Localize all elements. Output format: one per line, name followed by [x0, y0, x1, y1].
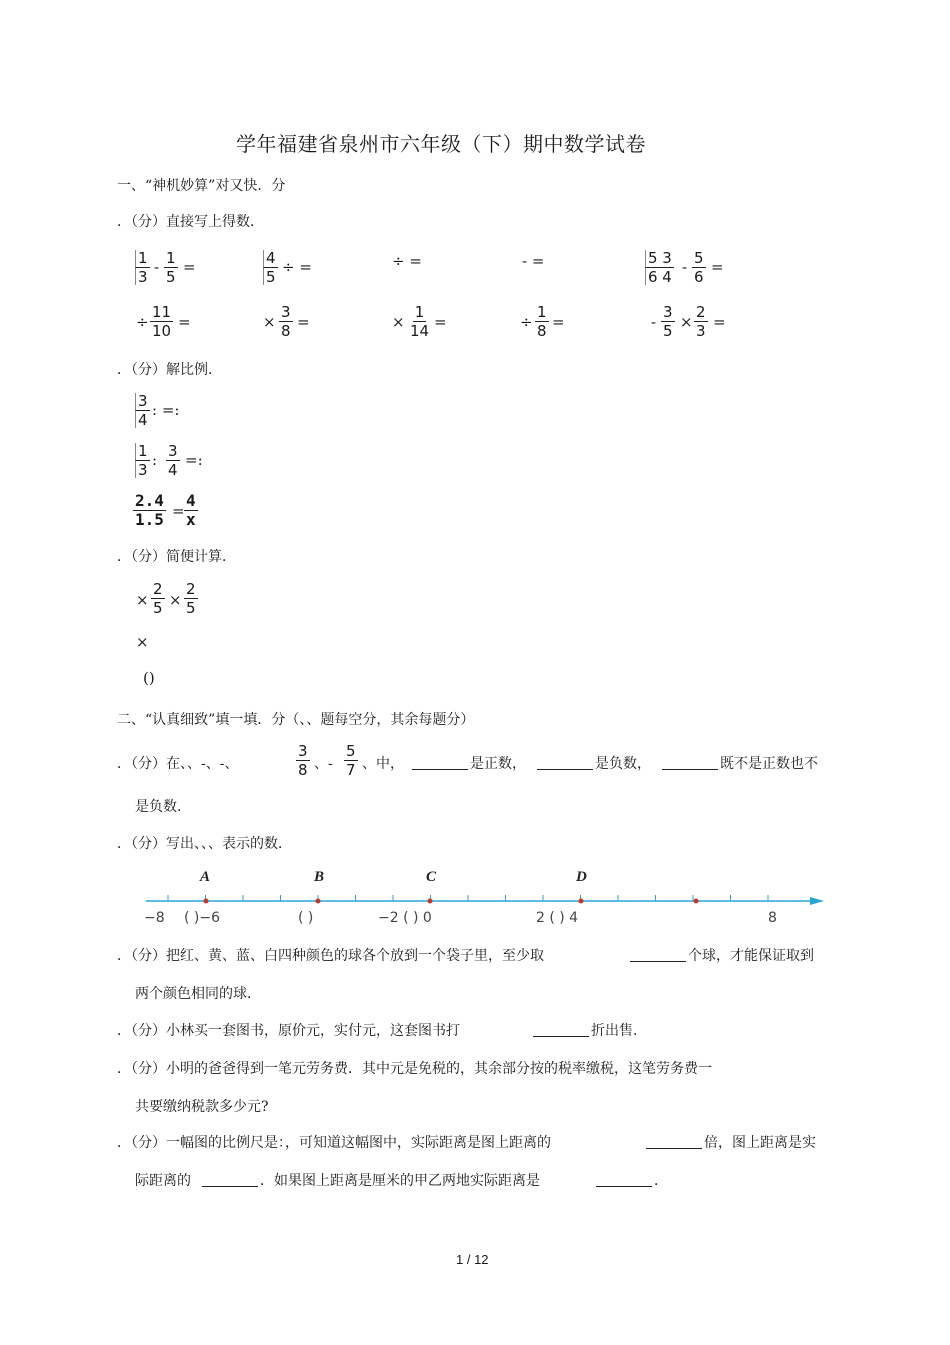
tick-label: −8 [144, 910, 165, 926]
arrow-head-icon [810, 897, 824, 905]
fraction: $\frac{1}{8}$ [537, 303, 547, 340]
fraction: $\frac{2.4}{1.5}$ [135, 491, 164, 529]
point-c [428, 899, 433, 904]
question-text: 个球，才能保证取到 [688, 948, 814, 964]
tick-label: ( )−6 [184, 910, 221, 926]
operator: × [392, 313, 405, 331]
question-text: ．（分）一幅图的比例尺是：，可知道这幅图中，实际距离是图上距离的 [117, 1135, 551, 1151]
operator: - [154, 258, 160, 276]
question-text: ．（分）小明的爸爸得到一笔元劳务费．其中元是免税的，其余部分按的税率缴税，这笔劳务费一 [117, 1061, 712, 1077]
fraction: $\frac{2}{5}$ [153, 580, 163, 617]
fraction: $\frac{2}{3}$ [696, 303, 706, 340]
question-text: ． [654, 1173, 668, 1189]
question-text: ．（分）在、、-、-、 [117, 756, 239, 772]
question-text: 是负数， [595, 756, 651, 772]
answer-blank[interactable] [412, 769, 468, 770]
q1-label: ．（分）直接写上得数． [117, 214, 264, 230]
q3-label: ．（分）简便计算． [117, 549, 236, 565]
operator: × [680, 313, 693, 331]
point-d [579, 899, 584, 904]
fraction: $\frac{1}{3}$ [135, 250, 150, 285]
q3-expression2: × [136, 633, 149, 651]
page-title: 学年福建省泉州市六年级（下）期中数学试卷 [236, 132, 646, 156]
tick-marks [168, 895, 768, 901]
answer-blank[interactable] [537, 769, 593, 770]
answer-blank[interactable] [202, 1186, 258, 1187]
equals: = [434, 313, 447, 331]
s2-q2-label: ．（分）写出、、、表示的数． [117, 836, 292, 852]
section2-header: 二、“认真细致”填一填．分（、、题每空分，其余每题分） [117, 712, 475, 728]
tick-label: 8 [768, 910, 777, 926]
point-b [316, 899, 321, 904]
fraction: $\frac{3}{8}$ [298, 742, 308, 779]
expression-text: : =: [152, 401, 180, 419]
question-text: 是负数． [135, 799, 191, 815]
question-text: 既不是正数也不 [720, 756, 818, 772]
equals: = [297, 313, 310, 331]
fraction: $\frac{2}{5}$ [186, 580, 196, 617]
fraction: $\frac{11}{10}$ [152, 303, 172, 340]
point-a [204, 899, 209, 904]
fraction: $\frac{5}{7}$ [346, 742, 356, 779]
operator: - [651, 313, 657, 331]
equals: = [183, 258, 196, 276]
question-text: 际距离的 [135, 1173, 191, 1189]
point-extra [694, 899, 699, 904]
question-text: ．（分）把红、黄、蓝、白四种颜色的球各个放到一个袋子里，至少取 [117, 948, 544, 964]
fraction: $\frac{1}{14}$ [410, 303, 430, 340]
operator: - [682, 258, 688, 276]
question-text: 共要缴纳税款多少元? [135, 1099, 269, 1115]
operator: ÷ [136, 313, 149, 331]
fraction: $\frac{3}{4}$ [135, 393, 150, 428]
answer-blank[interactable] [630, 961, 686, 962]
question-text: 折出售． [591, 1023, 647, 1039]
fraction: $\frac{5}{6}$ [694, 249, 704, 286]
point-label-b: B [314, 869, 325, 885]
point-label-c: C [426, 869, 437, 885]
operator: × [136, 591, 149, 609]
answer-blank[interactable] [662, 769, 718, 770]
question-text: 、中， [362, 756, 404, 772]
tick-label: ( ) [298, 910, 314, 926]
expression-text: ÷ = [282, 258, 312, 276]
equals: = [713, 313, 726, 331]
equals: = [178, 313, 191, 331]
colon: : [152, 451, 158, 469]
equals: = [552, 313, 565, 331]
operator: × [263, 313, 276, 331]
fraction: $\frac{1}{5}$ [166, 249, 176, 286]
operator: × [169, 591, 182, 609]
page-number: 1 / 12 [456, 1252, 489, 1267]
operator: ÷ [520, 313, 533, 331]
expression-text: =: [185, 451, 203, 469]
answer-blank[interactable] [533, 1036, 589, 1037]
fraction: $\frac{4}{x}$ [186, 491, 196, 529]
fraction: $\frac{3}{5}$ [663, 303, 673, 340]
question-text: ．（分）小林买一套图书，原价元，实付元，这套图书打 [117, 1023, 460, 1039]
fraction: $\frac{4}{5}$ [263, 250, 278, 285]
section1-header: 一、“神机妙算”对又快．分 [117, 178, 286, 194]
q2-label: ．（分）解比例． [117, 362, 222, 378]
fraction: $\frac{5 3}{6 4}$ [645, 250, 674, 285]
q1-row1-item4: - = [522, 252, 545, 270]
question-text: ．如果图上距离是厘米的甲乙两地实际距离是 [260, 1173, 540, 1189]
question-text: 两个颜色相同的球． [135, 986, 261, 1002]
question-text: 倍，图上距离是实 [704, 1135, 816, 1151]
answer-blank[interactable] [646, 1148, 702, 1149]
answer-blank[interactable] [596, 1186, 652, 1187]
tick-label: 2 ( ) 4 [536, 910, 579, 926]
q3-expression3: () [143, 669, 155, 687]
tick-label: −2 ( ) 0 [378, 910, 432, 926]
fraction: $\frac{1}{3}$ [135, 443, 150, 478]
q1-row1-item3: ÷ = [392, 252, 422, 270]
equals: = [172, 502, 185, 520]
point-label-a: A [200, 869, 211, 885]
fraction: $\frac{3}{8}$ [281, 303, 291, 340]
fraction: $\frac{3}{4}$ [168, 442, 178, 479]
number-line [138, 862, 830, 932]
question-text: 、- [314, 756, 333, 772]
question-text: 是正数， [470, 756, 526, 772]
point-label-d: D [576, 869, 587, 885]
equals: = [711, 258, 724, 276]
